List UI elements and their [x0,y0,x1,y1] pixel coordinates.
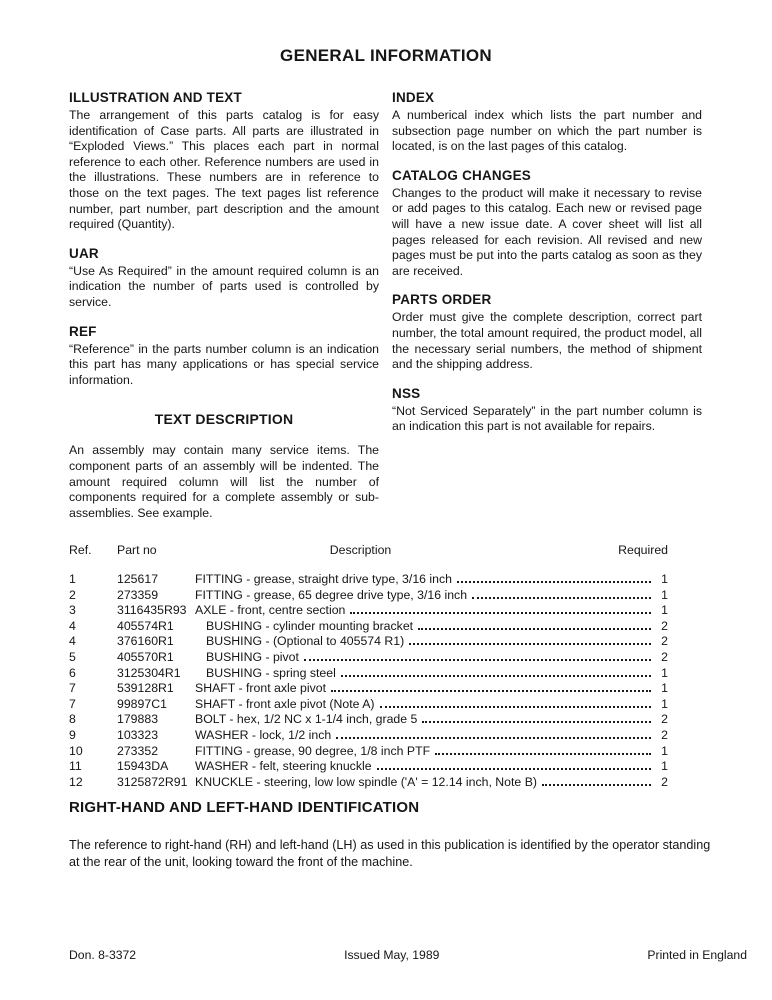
ref-cell: 5 [69,649,76,664]
required-cell: 1 [661,681,668,696]
left-column [69,90,379,534]
parts-table [69,543,668,790]
description-cell: BUSHING - pivot [195,650,654,664]
column-header-required: Required [618,543,668,557]
footer-issue-date: Issued May, 1989 [344,948,440,962]
dot-leader [542,784,651,786]
section-index [392,90,702,155]
part-no-cell: 376160R1 [117,634,174,649]
right-column [392,90,702,534]
ref-cell: 4 [69,618,76,633]
section-heading: TEXT DESCRIPTION [154,411,294,428]
part-no-cell: 103323 [117,727,159,742]
page-title: GENERAL INFORMATION [280,46,492,65]
description-cell: WASHER - lock, 1/2 inch [195,728,654,742]
ref-cell: 3 [69,603,76,618]
section-body: An assembly may contain many service items. The component parts of an assembly will be indented. The amount required column will list the number of components required for a complete assembly or sub-assemblies. See example. [69,443,379,520]
section-body: “Reference” in the parts number column is an indication this part has many applications or has special service information. [69,341,379,387]
part-no-cell: 273352 [117,743,159,758]
section-uar [69,246,379,311]
description-cell: BUSHING - spring steel [195,666,654,680]
part-no-cell: 179883 [117,712,159,727]
dot-leader [380,706,651,708]
section-parts-order [392,292,702,372]
table-row [69,588,668,604]
required-cell: 1 [661,743,668,758]
required-cell: 1 [661,587,668,602]
description-cell: BOLT - hex, 1/2 NC x 1-1/4 inch, grade 5 [195,712,654,726]
ref-cell: 4 [69,634,76,649]
part-no-cell: 3116435R93 [117,603,187,618]
required-cell: 1 [661,759,668,774]
table-row [69,712,668,728]
table-row [69,650,668,666]
dot-leader [472,597,651,599]
dot-leader [331,690,651,692]
table-row [69,603,668,619]
section-body: Changes to the product will make it necessary to revise or add pages to this catalog. Each new or revised page will have a new issue date. A cover sheet will list all pages released for each revision. All revised and new pages must be put into the parts catalog as soon as they are received. [392,185,702,278]
part-no-cell: 405570R1 [117,649,174,664]
ref-cell: 7 [69,681,76,696]
section-heading: REF [69,323,97,339]
identification-heading: RIGHT-HAND AND LEFT-HAND IDENTIFICATION [69,799,420,816]
section-body: Order must give the complete description, correct part number, the total amount required, the product model, all the necessary serial numbers, the method of shipment and the shipping address. [392,310,702,372]
dot-leader [435,753,651,755]
description-cell: BUSHING - (Optional to 405574 R1) [195,634,654,648]
required-cell: 2 [661,774,668,789]
dot-leader [304,659,651,661]
description-cell: AXLE - front, centre section [195,603,654,617]
ref-cell: 1 [69,572,76,586]
description-cell: WASHER - felt, steering knuckle [195,759,654,773]
section-catalog-changes [392,168,702,280]
column-header-description: Description [329,543,392,557]
section-heading: ILLUSTRATION AND TEXT [69,90,242,105]
section-heading: PARTS ORDER [392,292,492,308]
ref-cell: 7 [69,696,76,711]
required-cell: 2 [661,712,668,727]
section-heading: UAR [69,245,99,261]
part-no-cell: 15943DA [117,759,169,774]
identification-section [69,799,719,870]
section-illustration-and-text [69,90,379,233]
part-no-cell: 273359 [117,587,159,602]
required-cell: 2 [661,649,668,664]
table-row [69,697,668,713]
dot-leader [409,643,651,645]
section-text-description [69,411,379,521]
part-no-cell: 3125304R1 [117,665,181,680]
table-row [69,728,668,744]
description-cell: KNUCKLE - steering, low low spindle ('A' = 12.14 inch, Note B) [195,775,654,789]
dot-leader [457,581,651,583]
description-cell: FITTING - grease, straight drive type, 3/16 inch [195,572,654,586]
identification-body: The reference to right-hand (RH) and left-hand (LH) as used in this publication is identified by the operator standing at the rear of the unit, looking toward the front of the machine. [69,838,711,869]
part-no-cell: 3125872R91 [117,774,188,789]
two-column-text [69,90,702,534]
page-footer [69,948,747,962]
column-header-part-no: Part no [117,543,157,557]
required-cell: 1 [661,696,668,711]
section-heading: NSS [392,385,421,401]
description-cell: FITTING - grease, 90 degree, 1/8 inch PTF [195,744,654,758]
description-cell: SHAFT - front axle pivot (Note A) [195,697,654,711]
section-ref [69,324,379,389]
description-cell: FITTING - grease, 65 degree drive type, 3/16 inch [195,588,654,602]
description-cell: BUSHING - cylinder mounting bracket [195,619,654,633]
table-row [69,619,668,635]
ref-cell: 9 [69,727,76,742]
section-body: The arrangement of this parts catalog is for easy identification of Case parts. All parts are illustrated in “Exploded Views.” This places each part in normal reference to each other. Reference numbers are used in the illustrations. These numbers are in reference to those on the text pages. The text pages list reference number, part number, part description and the amount required (Quantity). [69,108,379,232]
table-row [69,759,668,775]
ref-cell: 6 [69,665,76,680]
section-body: “Not Serviced Separately” in the part number column is an indication this part is not available for repairs. [392,403,702,434]
required-cell: 1 [661,603,668,618]
description-cell: SHAFT - front axle pivot [195,681,654,695]
section-nss [392,386,702,435]
dot-leader [418,628,651,630]
section-body: “Use As Required” in the amount required column is an indication the number of parts used is controlled by service. [69,263,379,309]
ref-cell: 10 [69,743,83,758]
ref-cell: 8 [69,712,76,727]
ref-cell: 2 [69,587,76,602]
table-row [69,634,668,650]
section-heading: INDEX [392,90,435,105]
table-row [69,681,668,697]
table-row [69,666,668,682]
table-row [69,572,668,588]
ref-cell: 11 [69,759,82,774]
footer-doc-number: Don. 8-3372 [69,948,137,962]
table-row [69,744,668,760]
dot-leader [350,612,651,614]
table-row [69,775,668,791]
dot-leader [377,768,651,770]
section-body: A numberical index which lists the part number and subsection page number on which the part number is located, is on the last pages of this catalog. [392,108,702,154]
required-cell: 1 [661,665,668,680]
dot-leader [336,737,651,739]
column-header-ref: Ref. [69,543,92,557]
required-cell: 1 [661,572,668,586]
dot-leader [341,675,651,677]
footer-printed-location: Printed in England [647,948,747,962]
required-cell: 2 [661,618,668,633]
table-header-row [69,543,668,557]
part-no-cell: 99897C1 [117,696,167,711]
section-heading: CATALOG CHANGES [392,167,531,183]
required-cell: 2 [661,634,668,649]
ref-cell: 12 [69,774,83,789]
dot-leader [422,721,651,723]
part-no-cell: 405574R1 [117,618,174,633]
part-no-cell: 125617 [117,572,159,586]
part-no-cell: 539128R1 [117,681,174,696]
required-cell: 2 [661,727,668,742]
